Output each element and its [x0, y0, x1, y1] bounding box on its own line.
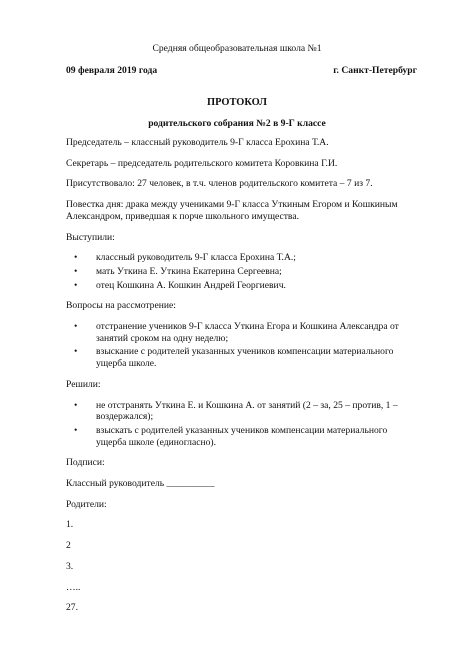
list-item: • отстранение учеников 9-Г класса Уткина Егора и Кошкина Александра от занятий сроком на одну неделю;	[66, 321, 417, 344]
list-item: • отец Кошкина А. Кошкин Андрей Георгиевич.	[66, 280, 417, 292]
document-date: 09 февраля 2019 года	[66, 65, 158, 76]
secretary-line: Секретарь – председатель родительского комитета Коровкина Г.И.	[66, 157, 338, 169]
decisions-heading: Решили:	[66, 378, 101, 390]
parent-signature-line: …..	[66, 581, 81, 593]
parents-heading: Родители:	[66, 498, 107, 510]
questions-list	[66, 321, 417, 370]
chair-line: Председатель – классный руководитель 9-Г класса Ерохина Т.А.	[66, 137, 329, 148]
list-item: • взыскать с родителей указанных учеников компенсации материального ущерба школе (единогласно).	[66, 425, 417, 448]
agenda-paragraph: Повестка дня: драка между учениками 9-Г класса Уткиным Егором и Кошкиным Александром, приведшая к порче школьного имущества.	[66, 199, 398, 222]
decisions-list	[66, 400, 417, 449]
parent-signature-line: 27.	[66, 602, 78, 614]
parent-signature-line: 2	[66, 540, 71, 552]
parent-signature-line: 1.	[66, 519, 74, 531]
present-line: Присутствовало: 27 человек, в т.ч. членов родительского комитета – 7 из 7.	[66, 178, 373, 190]
date-line	[66, 65, 417, 77]
list-item: • не отстранять Уткина Е. и Кошкина А. от занятий (2 – за, 25 – против, 1 – воздержался);	[66, 400, 417, 423]
signatures-heading: Подписи:	[66, 457, 105, 469]
document-subtitle: родительского собрания №2 в 9-Г классе	[148, 118, 326, 129]
document-city: г. Санкт-Петербург	[333, 65, 417, 76]
list-item: • взыскание с родителей указанных учеников компенсации материального ущерба школе.	[66, 346, 417, 369]
list-item: • мать Уткина Е. Уткина Екатерина Сергеевна;	[66, 266, 417, 278]
document-title: ПРОТОКОЛ	[207, 97, 267, 108]
speakers-list	[66, 252, 417, 291]
list-item: • классный руководитель 9-Г класса Ерохина Т.А.;	[66, 252, 417, 264]
parent-signature-line: 3.	[66, 560, 74, 572]
speakers-heading: Выступили:	[66, 231, 115, 243]
questions-heading: Вопросы на рассмотрение:	[66, 300, 176, 312]
school-name: Средняя общеобразовательная школа №1	[152, 43, 322, 54]
teacher-signature-line: Классный руководитель __________	[66, 478, 215, 490]
document-body	[66, 137, 417, 623]
